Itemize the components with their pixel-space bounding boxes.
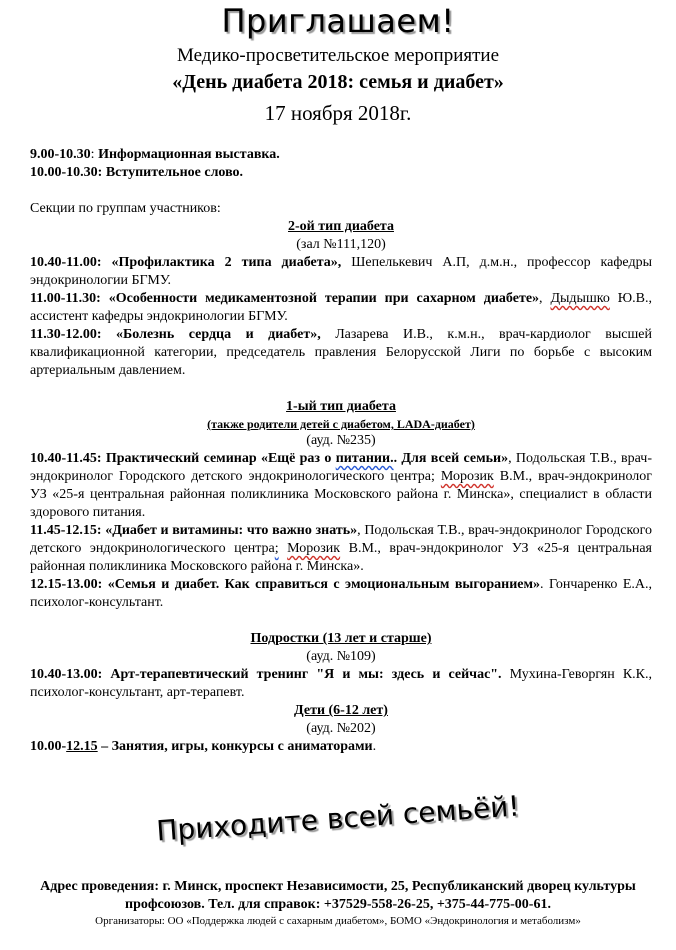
footer-organizers: Организаторы: ОО «Поддержка людей с сахарным диабетом», БОМО «Эндокринология и метаболизм» (95, 915, 581, 927)
type2-talk-3-head: 11.30-12.00: «Болезнь сердца и диабет», (30, 327, 321, 342)
event-subtitle: Медико-просветительское мероприятие (176, 45, 500, 66)
section-type1-subtitle: (также родители детей с диабетом, LADA-диабет) (207, 417, 475, 431)
type2-talk-2 (30, 290, 652, 326)
section-teens-room: (ауд. №109) (306, 649, 376, 664)
section-teens-title: Подростки (13 лет и старше) (250, 631, 432, 646)
footer (10, 878, 666, 928)
intro-title-2: Вступительное слово. (105, 165, 244, 180)
invite-heading: Приглашаем! (221, 2, 455, 40)
teens-talk-1 (30, 666, 652, 702)
kids-item-1-time-b: 12.15 (66, 739, 98, 754)
event-date: 17 ноября 2018г. (264, 101, 412, 125)
section-type2-title: 2-ой тип диабета (288, 219, 394, 234)
type2-talk-2-rest: Ю.В., ассистент кафедры эндокринологии БГМУ. (30, 291, 652, 324)
section-kids-room: (ауд. №202) (306, 721, 376, 736)
intro-item-opening (30, 164, 652, 182)
footer-address: Адрес проведения: г. Минск, проспект Независимости, 25, Республиканский дворец культуры профсоюзов. Тел. для справок: +37529-558-26-25, +375-44-775-00-61. (40, 879, 636, 912)
type1-talk-3-head: 12.15-13.00: «Семья и диабет. Как справиться с эмоциональным выгоранием» (30, 577, 541, 592)
type2-talk-2-head: 11.00-11.30: «Особенности медикаментозной терапии при сахарном диабете» (30, 291, 540, 306)
type1-talk-2-rest-b: В.М., врач-эндокринолог УЗ «25-я центральная районная поликлиника Московского района г. Минска». (30, 541, 652, 574)
section-type2-room: (зал №111,120) (296, 237, 386, 252)
type2-talk-1-head: 10.40-11.00: «Профилактика 2 типа диабета», (30, 255, 342, 270)
type1-talk-1-head-a: 10.40-11.45: Практический семинар «Ещё раз о (30, 451, 336, 466)
sections-label: Секции по группам участников: (30, 201, 221, 216)
intro-title-1: Информационная выставка. (98, 147, 280, 162)
closing-slogan: Приходите всей семьёй! (155, 789, 521, 848)
type2-talk-2-comma: , (539, 291, 551, 306)
type1-talk-1-head-c: . Для всей семьи» (393, 451, 509, 466)
type2-talk-3 (30, 326, 652, 380)
kids-item-1-time-a: 10.00- (30, 739, 67, 754)
type1-talk-2-name: Морозик (287, 541, 341, 556)
section-type1-room: (ауд. №235) (306, 433, 376, 448)
type2-talk-2-name: Дыдышко (550, 291, 610, 306)
type1-talk-2-semicolon: ; (274, 541, 279, 556)
type2-talk-3-rest: Лазарева И.В., к.м.н., врач-кардиолог высшей квалификационной категории, председатель правления Белорусской Лиги по борьбе с высоким артериальным давлением. (30, 327, 652, 378)
teens-talk-1-rest: Мухина-Геворгян К.К., психолог-консультант, арт-терапевт. (30, 667, 653, 700)
intro-sep-1: : (90, 147, 99, 162)
type1-talk-1-head-b: питании. (335, 451, 394, 466)
type1-talk-1-name: Морозик (440, 469, 494, 484)
program-content (30, 146, 652, 756)
type1-talk-2 (30, 522, 652, 576)
section-type1-title: 1-ый тип диабета (286, 399, 396, 414)
kids-item-1-end: . (372, 739, 377, 754)
type1-talk-2-space (279, 541, 288, 556)
intro-time-2: 10.00-10.30 (30, 165, 98, 180)
event-title: «День диабета 2018: семья и диабет» (172, 71, 504, 93)
kids-item-1 (30, 738, 652, 756)
type1-talk-1-rest-a: , Подольская Т.В., врач-эндокринолог Городского детского эндокринологического центра; (30, 451, 652, 484)
type1-talk-2-head: 11.45-12.15: «Диабет и витамины: что важно знать» (30, 523, 358, 538)
type1-talk-3 (30, 576, 652, 612)
type1-talk-1 (30, 450, 652, 522)
teens-talk-1-head: 10.40-13.00: Арт-терапевтический тренинг "Я и мы: здесь и сейчас". (30, 667, 502, 682)
kids-item-1-head: – Занятия, игры, конкурсы с аниматорами (97, 739, 373, 754)
type2-talk-1 (30, 254, 652, 290)
intro-item-exhibition (30, 146, 652, 164)
type1-talk-3-rest: . Гончаренко Е.А., психолог-консультант. (30, 577, 652, 610)
type2-talk-1-rest: Шепелькевич А.П, д.м.н., профессор кафедры эндокринологии БГМУ. (30, 255, 652, 288)
type1-talk-2-rest-a: , Подольская Т.В., врач-эндокринолог Городского детского эндокринологического центра (30, 523, 652, 556)
type1-talk-1-rest-b: В.М., врач-эндокринолог УЗ «25-я центральная районная поликлиника Московского района г. Минска», специалист в области здорового питания. (30, 469, 652, 520)
section-kids-title: Дети (6-12 лет) (294, 703, 388, 718)
intro-sep-2: : (97, 165, 106, 180)
intro-time-1: 9.00-10.30 (30, 147, 91, 162)
